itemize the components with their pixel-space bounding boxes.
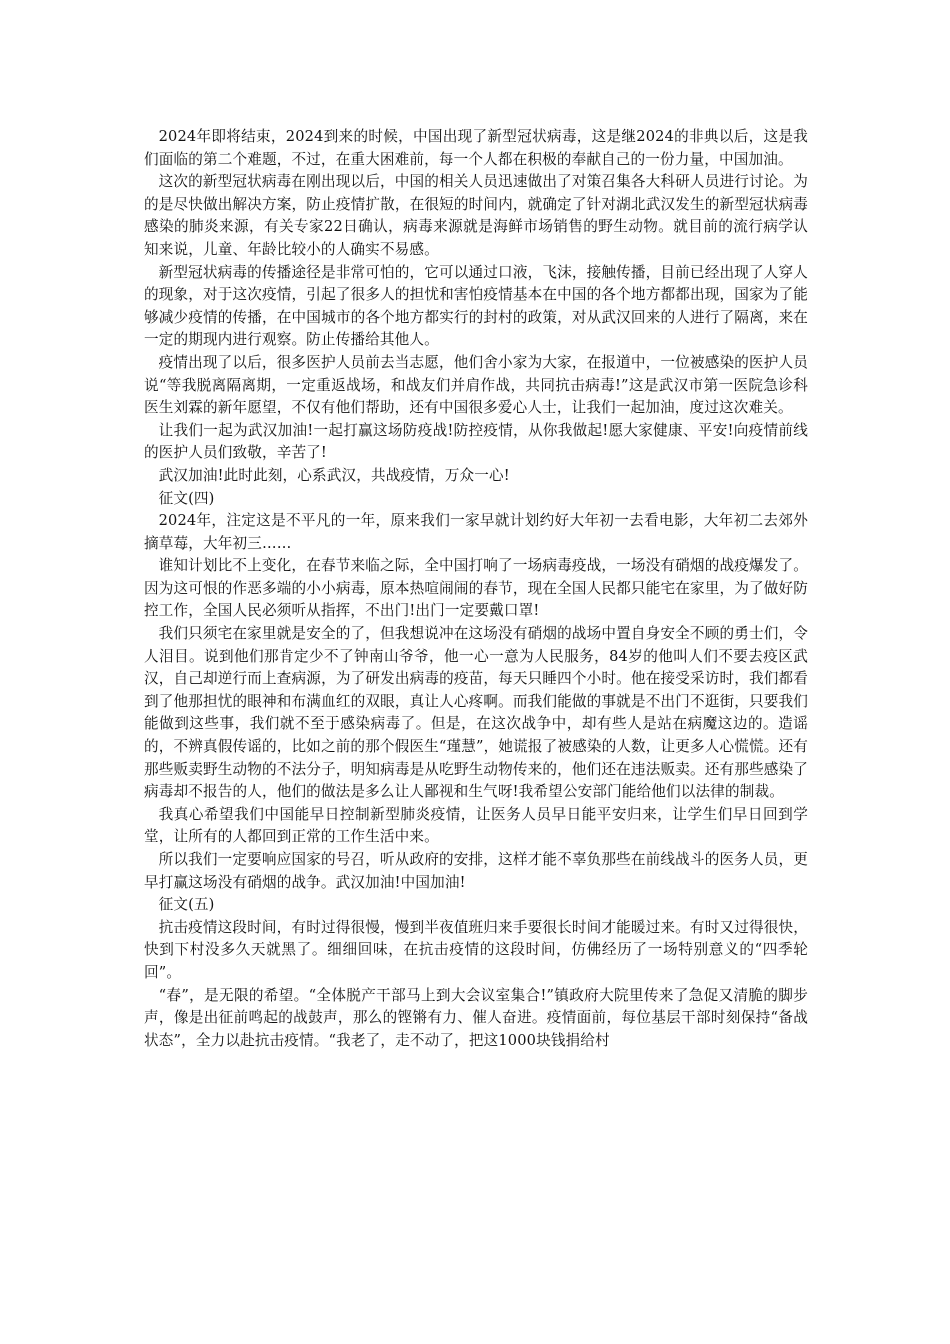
essay-heading-4: 征文(四) [158, 489, 215, 507]
paragraph: 新型冠状病毒的传播途径是非常可怕的，它可以通过口液，飞沫，接触传播，目前已经出现了人穿人的现象，对于这次疫情，引起了很多人的担忧和害怕疫情基本在中国的各个地方都都出现，国家为了能够减少疫情的传播，在中国城市的各个地方都实行的封村的政策，对从武汉回来的人进行了隔离，来在一定的期现内进行观察。防止传播给其他人。 [144, 263, 808, 349]
paragraph: 这次的新型冠状病毒在刚出现以后，中国的相关人员迅速做出了对策召集各大科研人员进行讨论。为的是尽快做出解决方案，防止疫情扩散，在很短的时间内，就确定了针对湖北武汉发生的新型冠状病毒感染的肺炎来源，有关专家22日确认，病毒来源就是海鲜市场销售的野生动物。就目前的流行病学认知来说，儿童、年龄比较小的人确实不易感。 [144, 173, 808, 258]
paragraph: 疫情出现了以后，很多医护人员前去当志愿，他们舍小家为大家，在报道中，一位被感染的医护人员说“等我脱离隔离期，一定重返战场，和战友们并肩作战，共同抗击病毒!”这是武汉市第一医院急诊科医生刘霖的新年愿望，不仅有他们帮助，还有中国很多爱心人士，让我们一起加油，度过这次难关。 [144, 353, 808, 417]
document-body [144, 126, 808, 1052]
paragraph: 所以我们一定要响应国家的号召，听从政府的安排，这样才能不辜负那些在前线战斗的医务人员，更早打赢这场没有硝烟的战争。武汉加油!中国加油! [144, 851, 808, 891]
paragraph: 2024年即将结束，2024到来的时候，中国出现了新型冠状病毒，这是继2024的非典以后，这是我们面临的第二个难题，不过，在重大困难前，每一个人都在积极的奉献自己的一份力量，中国加油。 [144, 128, 808, 168]
paragraph: “春”，是无限的希望。“全体脱产干部马上到大会议室集合!”镇政府大院里传来了急促又清脆的脚步声，像是出征前鸣起的战鼓声，那么的铿锵有力、催人奋进。疫情面前，每位基层干部时刻保持“备战状态”，全力以赴抗击疫情。“我老了，走不动了，把这1000块钱捐给村 [144, 986, 808, 1049]
paragraph: 武汉加油!此时此刻，心系武汉，共战疫情，万众一心! [158, 466, 510, 484]
paragraph: 2024年，注定这是不平凡的一年，原来我们一家早就计划约好大年初一去看电影，大年初二去郊外摘草莓，大年初三…… [144, 512, 808, 552]
paragraph: 我真心希望我们中国能早日控制新型肺炎疫情，让医务人员早日能平安归来，让学生们早日回到学堂，让所有的人都回到正常的工作生活中来。 [144, 805, 808, 846]
paragraph: 我们只须宅在家里就是安全的了，但我想说冲在这场没有硝烟的战场中置自身安全不顾的勇士们，令人泪目。说到他们那肯定少不了钟南山爷爷，他一心一意为人民服务，84岁的他叫人们不要去疫区武汉，自己却逆行而上查病源，为了研发出病毒的疫苗，每天只睡四个小时。他在接受采访时，我们都看到了他那担忧的眼神和布满血红的双眼，真让人心疼啊。而我们能做的事就是不出门不逛街，只要我们能做到这些事，我们就不至于感染病毒了。但是，在这次战争中，却有些人是站在病魔这边的。造谣的，不辨真假传谣的，比如之前的那个假医生“瑾慧”，她谎报了被感染的人数，让更多人心慌慌。还有那些贩卖野生动物的不法分子，明知病毒是从吃野生动物传来的，他们还在违法贩卖。还有那些感染了病毒却不报告的人，他们的做法是多么让人鄙视和生气呀!我希望公安部门能给他们以法律的制裁。 [144, 625, 808, 801]
paragraph: 谁知计划比不上变化，在春节来临之际，全中国打响了一场病毒疫战，一场没有硝烟的战疫爆发了。因为这可恨的作恶多端的小小病毒，原本热喧闹闹的春节，现在全国人民都只能宅在家里，为了做好防控工作，全国人民必须听从指挥，不出门!出门一定要戴口罩! [144, 557, 808, 620]
essay-heading-5: 征文(五) [158, 896, 215, 914]
paragraph: 让我们一起为武汉加油!一起打赢这场防疫战!防控疫情，从你我做起!愿大家健康、平安!向疫情前线的医护人员们致敬，辛苦了! [144, 421, 808, 462]
paragraph: 抗击疫情这段时间，有时过得很慢，慢到半夜值班归来手要很长时间才能暖过来。有时又过得很快，快到下村没多久天就黑了。细细回味，在抗击疫情的这段时间，仿佛经历了一场特别意义的“四季轮回”。 [144, 918, 808, 981]
